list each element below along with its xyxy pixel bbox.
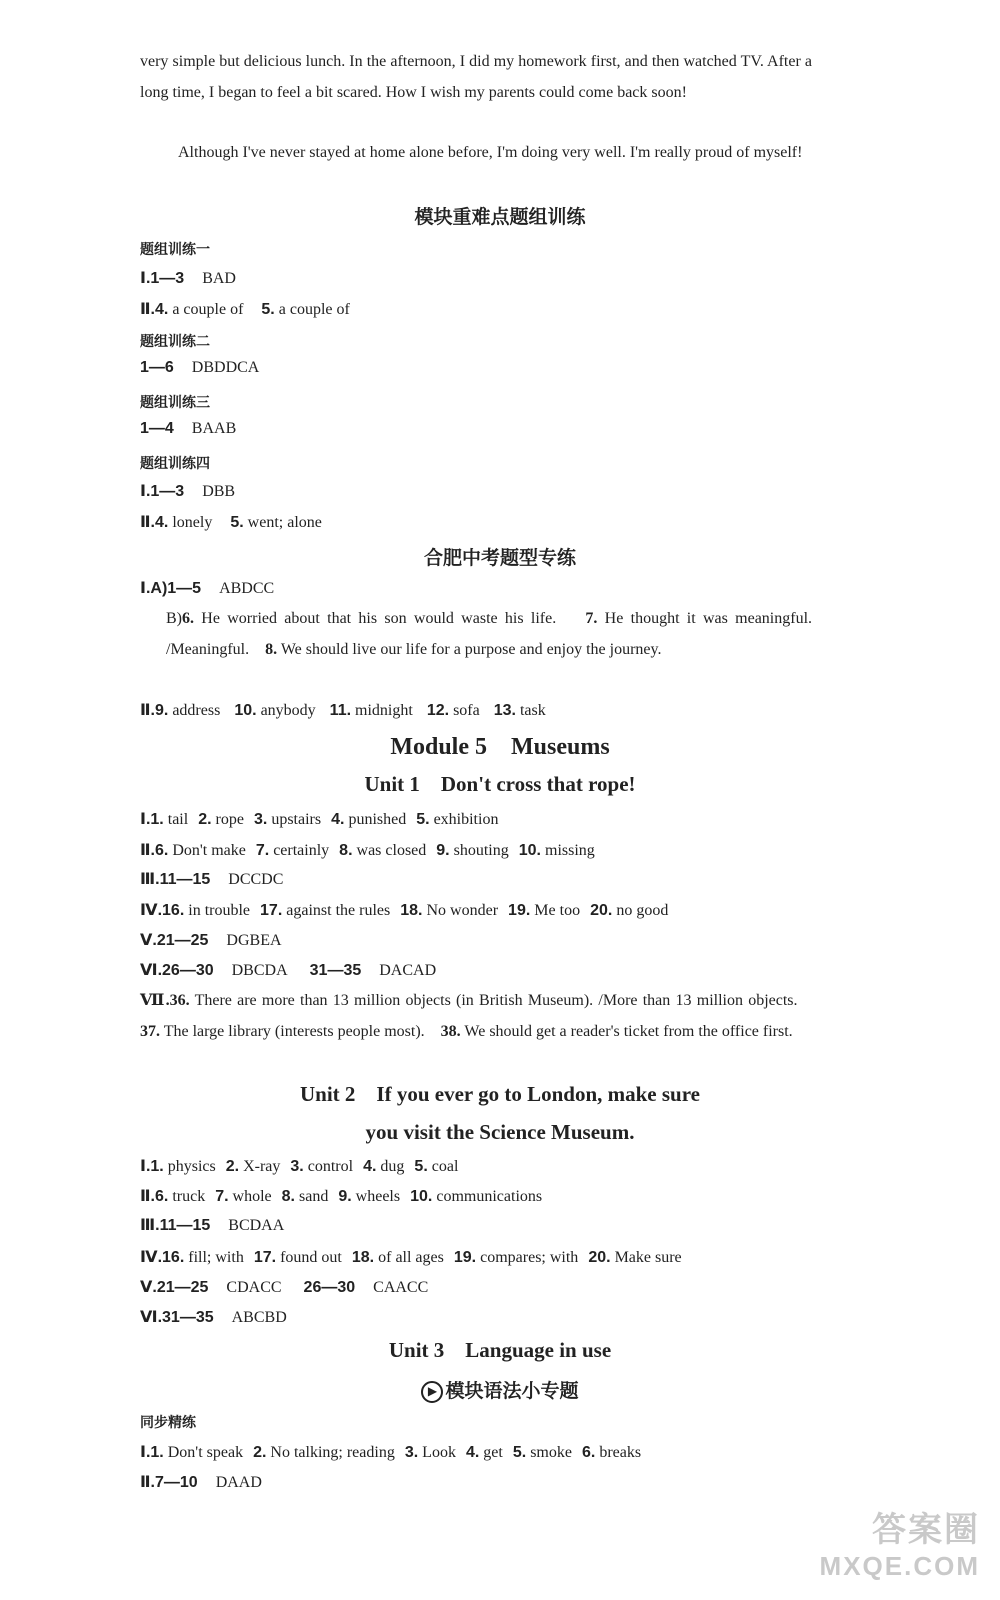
answer-number: 5. bbox=[261, 301, 275, 318]
answer-text: CDACC bbox=[226, 1279, 282, 1296]
answer-line bbox=[140, 900, 668, 920]
answer-line bbox=[140, 840, 595, 860]
answer-line bbox=[140, 869, 283, 889]
answer-text: Don't make bbox=[172, 842, 246, 859]
group-label-1: 题组训练一 bbox=[140, 242, 210, 258]
answer-number: Ⅶ. bbox=[140, 992, 170, 1009]
answer-text: missing bbox=[545, 842, 595, 859]
answer-text: communications bbox=[436, 1188, 543, 1205]
answer-text: certainly bbox=[273, 842, 330, 859]
answer-text: BAAB bbox=[191, 420, 237, 437]
answer-line bbox=[140, 930, 282, 950]
answer-number: 20. bbox=[588, 1249, 611, 1266]
answer-line bbox=[140, 960, 436, 980]
answer-number: 5. bbox=[416, 811, 430, 828]
answer-number: 10. bbox=[234, 702, 257, 719]
answer-number: 1—5 bbox=[167, 580, 202, 597]
answer-number: 20. bbox=[590, 902, 613, 919]
answer-text: smoke bbox=[530, 1444, 572, 1461]
answer-number: 12. bbox=[426, 702, 450, 719]
answer-text: dug bbox=[380, 1158, 405, 1175]
answer-text: was closed bbox=[356, 842, 427, 859]
answer-text: task bbox=[519, 702, 546, 719]
answer-text: The large library (interests people most). bbox=[163, 1023, 425, 1040]
answer-number: 18. bbox=[400, 902, 423, 919]
answer-text: exhibition bbox=[433, 811, 499, 828]
answer-line bbox=[140, 700, 546, 720]
answer-number: Ⅲ.11—15 bbox=[140, 871, 211, 888]
answer-number: 11. bbox=[329, 702, 352, 719]
answer-text: sand bbox=[299, 1188, 329, 1205]
answer-text: CAACC bbox=[373, 1279, 429, 1296]
answer-number: 10. bbox=[410, 1188, 433, 1205]
answer-text: DAAD bbox=[215, 1474, 262, 1491]
answer-line bbox=[140, 1186, 542, 1206]
answer-number: 3. bbox=[290, 1158, 304, 1175]
answer-text: punished bbox=[348, 811, 407, 828]
intro-paragraph-2: Although I've never stayed at home alone before, I'm doing very well. I'm really proud of myself! bbox=[178, 144, 803, 161]
answer-number: 9. bbox=[436, 842, 450, 859]
answer-text: physics bbox=[167, 1158, 216, 1175]
answer-number: Ⅱ. bbox=[140, 514, 155, 531]
grammar-subtitle-text: 模块语法小专题 bbox=[445, 1380, 579, 1402]
answer-text: control bbox=[307, 1158, 354, 1175]
answer-text: rope bbox=[215, 811, 244, 828]
answer-number: 5. bbox=[230, 514, 244, 531]
answer-text: went; alone bbox=[247, 514, 322, 531]
answer-number: 13. bbox=[493, 702, 516, 719]
answer-text: compares; with bbox=[480, 1249, 579, 1266]
answer-number: 7. bbox=[255, 842, 270, 859]
answer-text: in trouble bbox=[188, 902, 251, 919]
answer-text: No wonder bbox=[426, 902, 499, 919]
group-label-sync: 同步精练 bbox=[140, 1415, 196, 1431]
answer-number: Ⅲ.11—15 bbox=[140, 1217, 211, 1234]
answer-text: We should get a reader's ticket from the office first. bbox=[464, 1023, 793, 1040]
answer-number: 38. bbox=[440, 1023, 461, 1040]
answer-number: 2. bbox=[253, 1444, 267, 1461]
answer-number: 36. bbox=[169, 992, 190, 1009]
answer-text: tail bbox=[167, 811, 189, 828]
answer-line bbox=[140, 1307, 287, 1327]
answer-number: Ⅳ.16. bbox=[140, 902, 185, 919]
unit-2-title-line-1: Unit 2 If you ever go to London, make sure bbox=[300, 1082, 700, 1106]
answer-number: 10. bbox=[518, 842, 541, 859]
answer-text: No talking; reading bbox=[270, 1444, 395, 1461]
answer-text: There are more than 13 million objects (in British Museum). /More than 13 million objects. bbox=[194, 992, 798, 1009]
answer-text: sofa bbox=[453, 702, 480, 719]
answer-line bbox=[140, 420, 236, 438]
answer-text: against the rules bbox=[286, 902, 391, 919]
answer-text: coal bbox=[431, 1158, 459, 1175]
answer-number: Ⅴ.21—25 bbox=[140, 932, 209, 949]
answer-number: B) bbox=[166, 610, 182, 627]
answer-number: Ⅰ.A) bbox=[140, 580, 168, 597]
answer-number: Ⅰ.1. bbox=[140, 811, 164, 828]
answer-number: 8. bbox=[281, 1188, 295, 1205]
answer-text: DACAD bbox=[379, 962, 437, 979]
answer-text: a couple of bbox=[172, 301, 244, 318]
answer-line bbox=[140, 1156, 458, 1176]
answer-number: 4. bbox=[363, 1158, 377, 1175]
unit-1-title: Unit 1 Don't cross that rope! bbox=[364, 772, 636, 796]
answer-number: 37. bbox=[140, 1023, 160, 1040]
answer-text: DGBEA bbox=[226, 932, 282, 949]
answer-number: 6. bbox=[581, 1444, 596, 1461]
answer-line bbox=[140, 1277, 428, 1297]
answer-number: 9. bbox=[154, 702, 169, 719]
answer-number: 9. bbox=[338, 1188, 352, 1205]
answer-number: 7. bbox=[585, 610, 598, 627]
answer-number: Ⅱ. bbox=[140, 702, 155, 719]
answer-number: 1—6 bbox=[140, 359, 174, 376]
answer-text: anybody bbox=[260, 702, 316, 719]
answer-text: found out bbox=[280, 1249, 342, 1266]
answer-line bbox=[140, 512, 322, 532]
answer-number: 3. bbox=[253, 811, 268, 828]
answer-number: 8. bbox=[265, 641, 278, 658]
answer-text: lonely bbox=[172, 514, 213, 531]
answer-number: 1—4 bbox=[140, 420, 174, 437]
answer-number: 3. bbox=[404, 1444, 419, 1461]
answer-number: 17. bbox=[260, 902, 283, 919]
answer-line bbox=[140, 481, 235, 501]
answer-number: Ⅵ.31—35 bbox=[140, 1309, 214, 1326]
answer-number: Ⅰ.1. bbox=[140, 1158, 164, 1175]
answer-number: Ⅳ.16. bbox=[140, 1249, 185, 1266]
answer-paragraph bbox=[166, 603, 812, 665]
answer-paragraph bbox=[140, 985, 812, 1047]
answer-line bbox=[140, 809, 498, 829]
answer-text: whole bbox=[232, 1188, 272, 1205]
answer-text: no good bbox=[616, 902, 669, 919]
answer-line bbox=[140, 578, 274, 598]
answer-number: 17. bbox=[253, 1249, 277, 1266]
answer-number: Ⅰ.1. bbox=[140, 1444, 164, 1461]
answer-text: breaks bbox=[599, 1444, 642, 1461]
answer-line bbox=[140, 1472, 262, 1492]
watermark-en: MXQE.COM bbox=[819, 1551, 980, 1581]
answer-number: Ⅱ.7—10 bbox=[140, 1474, 198, 1491]
answer-number: Ⅱ. bbox=[140, 301, 155, 318]
module-title: Module 5 Museums bbox=[390, 734, 610, 760]
answer-text: X-ray bbox=[243, 1158, 281, 1175]
answer-text: Look bbox=[422, 1444, 456, 1461]
group-label-2: 题组训练二 bbox=[140, 334, 210, 350]
answer-text: He worried about that his son would waste his life. bbox=[201, 610, 557, 627]
answer-number: 2. bbox=[198, 811, 212, 828]
answer-text: DBCDA bbox=[231, 962, 288, 979]
answer-text: midnight bbox=[355, 702, 413, 719]
answer-text: upstairs bbox=[271, 811, 322, 828]
answer-number: 5. bbox=[512, 1444, 527, 1461]
answer-line bbox=[140, 268, 236, 288]
answer-number: Ⅵ.26—30 bbox=[140, 962, 214, 979]
answer-line bbox=[140, 1215, 284, 1235]
answer-number: 18. bbox=[351, 1249, 375, 1266]
answer-line bbox=[140, 1442, 641, 1462]
group-label-3: 题组训练三 bbox=[140, 395, 210, 411]
section-title-module-training: 模块重难点题组训练 bbox=[414, 206, 586, 228]
answer-number: Ⅴ.21—25 bbox=[140, 1279, 209, 1296]
answer-text: We should live our life for a purpose and enjoy the journey. bbox=[280, 641, 662, 658]
group-label-4: 题组训练四 bbox=[140, 456, 210, 472]
answer-text: address bbox=[172, 702, 221, 719]
answer-number: Ⅱ.6. bbox=[140, 842, 169, 859]
grammar-subtitle bbox=[0, 1376, 1000, 1403]
answer-number: Ⅰ.1—3 bbox=[140, 270, 185, 287]
answer-text: truck bbox=[172, 1188, 206, 1205]
section-title-hefei-exam: 合肥中考题型专练 bbox=[423, 547, 576, 569]
answer-text: BCDAA bbox=[228, 1217, 285, 1234]
answer-number: Ⅰ.1—3 bbox=[140, 483, 185, 500]
unit-2-title-line-2: you visit the Science Museum. bbox=[365, 1120, 635, 1144]
answer-number: 6. bbox=[182, 610, 194, 627]
answer-number: Ⅱ.6. bbox=[140, 1188, 169, 1205]
watermark-cn: 答案圈 bbox=[872, 1511, 980, 1549]
answer-number: 5. bbox=[414, 1158, 428, 1175]
answer-number: 4. bbox=[465, 1444, 480, 1461]
answer-number: 19. bbox=[508, 902, 531, 919]
answer-text: DBDDCA bbox=[191, 359, 260, 376]
answer-number: 31—35 bbox=[309, 962, 362, 979]
answer-text: fill; with bbox=[188, 1249, 244, 1266]
answer-text: DCCDC bbox=[228, 871, 284, 888]
answer-text: DBB bbox=[202, 483, 236, 500]
answer-line bbox=[140, 1247, 682, 1267]
play-circle-icon: ▶ bbox=[421, 1381, 443, 1403]
answer-number: 4. bbox=[154, 514, 169, 531]
answer-number: 4. bbox=[331, 811, 345, 828]
answer-text: ABCBD bbox=[231, 1309, 287, 1326]
answer-text: wheels bbox=[355, 1188, 401, 1205]
answer-text: a couple of bbox=[278, 301, 350, 318]
answer-text: Me too bbox=[534, 902, 581, 919]
answer-text: Don't speak bbox=[167, 1444, 244, 1461]
watermark-logo bbox=[820, 1502, 980, 1582]
answer-line bbox=[140, 359, 259, 377]
answer-text: BAD bbox=[202, 270, 236, 287]
answer-text: He thought it was meaningful. /Meaningful. bbox=[166, 610, 813, 658]
answer-number: 8. bbox=[339, 842, 353, 859]
answer-text: get bbox=[483, 1444, 503, 1461]
answer-number: 7. bbox=[215, 1188, 229, 1205]
unit-3-title: Unit 3 Language in use bbox=[388, 1338, 612, 1362]
answer-text: Make sure bbox=[614, 1249, 682, 1266]
answer-number: 4. bbox=[154, 301, 169, 318]
answer-text: ABDCC bbox=[219, 580, 275, 597]
answer-number: 2. bbox=[225, 1158, 240, 1175]
answer-text: shouting bbox=[453, 842, 509, 859]
intro-paragraph-1: very simple but delicious lunch. In the afternoon, I did my homework first, and then watched TV. After a long time, I began to feel a bit scared. How I wish my parents could come back soon! bbox=[140, 53, 812, 101]
answer-number: 26—30 bbox=[303, 1279, 356, 1296]
answer-number: 19. bbox=[453, 1249, 477, 1266]
answer-line bbox=[140, 299, 350, 319]
answer-text: of all ages bbox=[378, 1249, 444, 1266]
